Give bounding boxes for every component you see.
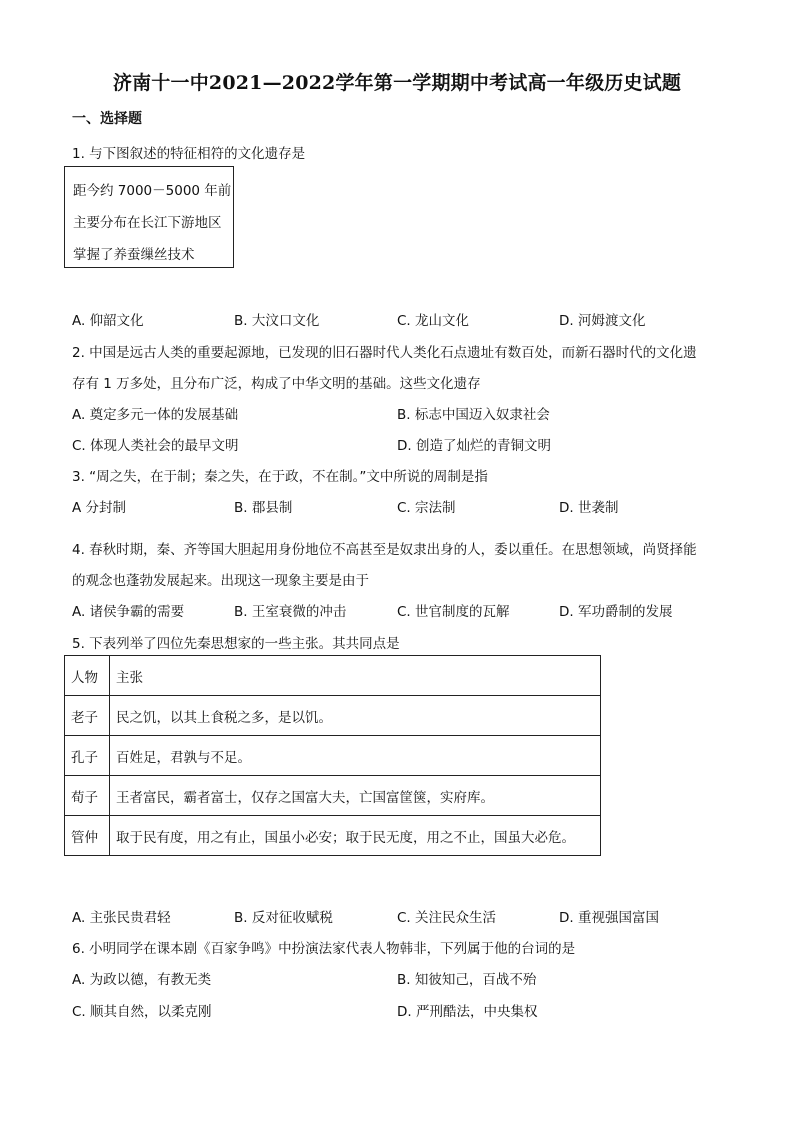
table-row xyxy=(65,736,601,776)
table-cell-claim: 取于民有度，用之有止，国虽小必安；取于民无度，用之不止，国虽大必危。 xyxy=(110,816,601,856)
question-1-option-b: B. 大汶口文化 xyxy=(234,313,320,329)
table-row xyxy=(65,696,601,736)
question-4-option-c: C. 世官制度的瓦解 xyxy=(397,604,510,620)
table-cell-person: 孔子 xyxy=(65,736,110,776)
question-4-stem-line-2: 的观念也蓬勃发展起来。出现这一现象主要是由于 xyxy=(72,573,369,589)
question-5-stem: 5. 下表列举了四位先秦思想家的一些主张。其共同点是 xyxy=(72,636,400,652)
info-box-line: 主要分布在长江下游地区 xyxy=(73,215,222,231)
question-6-option-c: C. 顺其自然，以柔克刚 xyxy=(72,1004,212,1020)
question-4-option-a: A. 诸侯争霸的需要 xyxy=(72,604,185,620)
table-cell-claim: 王者富民，霸者富士，仅存之国富大夫，亡国富筐箧，实府库。 xyxy=(110,776,601,816)
question-2-option-a: A. 奠定多元一体的发展基础 xyxy=(72,407,239,423)
question-3-option-d: D. 世袭制 xyxy=(559,500,619,516)
question-1-info-box xyxy=(64,166,234,268)
question-2-option-c: C. 体现人类社会的最早文明 xyxy=(72,438,239,454)
table-cell-person: 荀子 xyxy=(65,776,110,816)
info-box-line: 掌握了养蚕缫丝技术 xyxy=(73,247,195,263)
question-3-option-b: B. 郡县制 xyxy=(234,500,293,516)
question-3-option-a: A 分封制 xyxy=(72,500,127,516)
question-4-option-b: B. 王室衰微的冲击 xyxy=(234,604,347,620)
question-1-stem: 1. 与下图叙述的特征相符的文化遗存是 xyxy=(72,146,306,162)
question-5-option-a: A. 主张民贵君轻 xyxy=(72,910,171,926)
question-2-option-d: D. 创造了灿烂的青铜文明 xyxy=(397,438,551,454)
question-4-option-d: D. 军功爵制的发展 xyxy=(559,604,673,620)
question-4-stem-line-1: 4. 春秋时期，秦、齐等国大胆起用身份地位不高甚至是奴隶出身的人，委以重任。在思想领域，尚贤择能 xyxy=(72,542,697,558)
question-2-stem-line-2: 存有 1 万多处，且分布广泛，构成了中华文明的基础。这些文化遗存 xyxy=(72,376,481,392)
question-3-option-c: C. 宗法制 xyxy=(397,500,456,516)
thinkers-table xyxy=(64,655,601,856)
question-6-stem: 6. 小明同学在课本剧《百家争鸣》中扮演法家代表人物韩非，下列属于他的台词的是 xyxy=(72,941,576,957)
table-cell-claim: 百姓足，君孰与不足。 xyxy=(110,736,601,776)
question-6-option-b: B. 知彼知己，百战不殆 xyxy=(397,972,537,988)
question-5-option-c: C. 关注民众生活 xyxy=(397,910,497,926)
question-1-option-a: A. 仰韶文化 xyxy=(72,313,144,329)
question-6-option-a: A. 为政以德，有教无类 xyxy=(72,972,212,988)
table-row xyxy=(65,816,601,856)
question-2-stem-line-1: 2. 中国是远古人类的重要起源地，已发现的旧石器时代人类化石点遗址有数百处，而新石器时代的文化遗 xyxy=(72,345,697,361)
table-row xyxy=(65,776,601,816)
question-2-option-b: B. 标志中国迈入奴隶社会 xyxy=(397,407,550,423)
question-6-option-d: D. 严刑酷法，中央集权 xyxy=(397,1004,538,1020)
table-header-cell: 人物 xyxy=(65,656,110,696)
question-3-stem: 3. “周之失，在于制；秦之失，在于政，不在制。”文中所说的周制是指 xyxy=(72,469,488,485)
question-1-option-d: D. 河姆渡文化 xyxy=(559,313,646,329)
question-5-option-d: D. 重视强国富国 xyxy=(559,910,659,926)
table-header-row xyxy=(65,656,601,696)
table-cell-person: 管仲 xyxy=(65,816,110,856)
info-box-line: 距今约 7000－5000 年前 xyxy=(73,183,232,199)
exam-title: 济南十一中2021—2022学年第一学期期中考试高一年级历史试题 xyxy=(112,72,682,94)
question-5-option-b: B. 反对征收赋税 xyxy=(234,910,333,926)
section-heading: 一、选择题 xyxy=(72,111,142,127)
question-1-option-c: C. 龙山文化 xyxy=(397,313,470,329)
table-cell-claim: 民之饥，以其上食税之多，是以饥。 xyxy=(110,696,601,736)
table-header-cell: 主张 xyxy=(110,656,601,696)
table-cell-person: 老子 xyxy=(65,696,110,736)
